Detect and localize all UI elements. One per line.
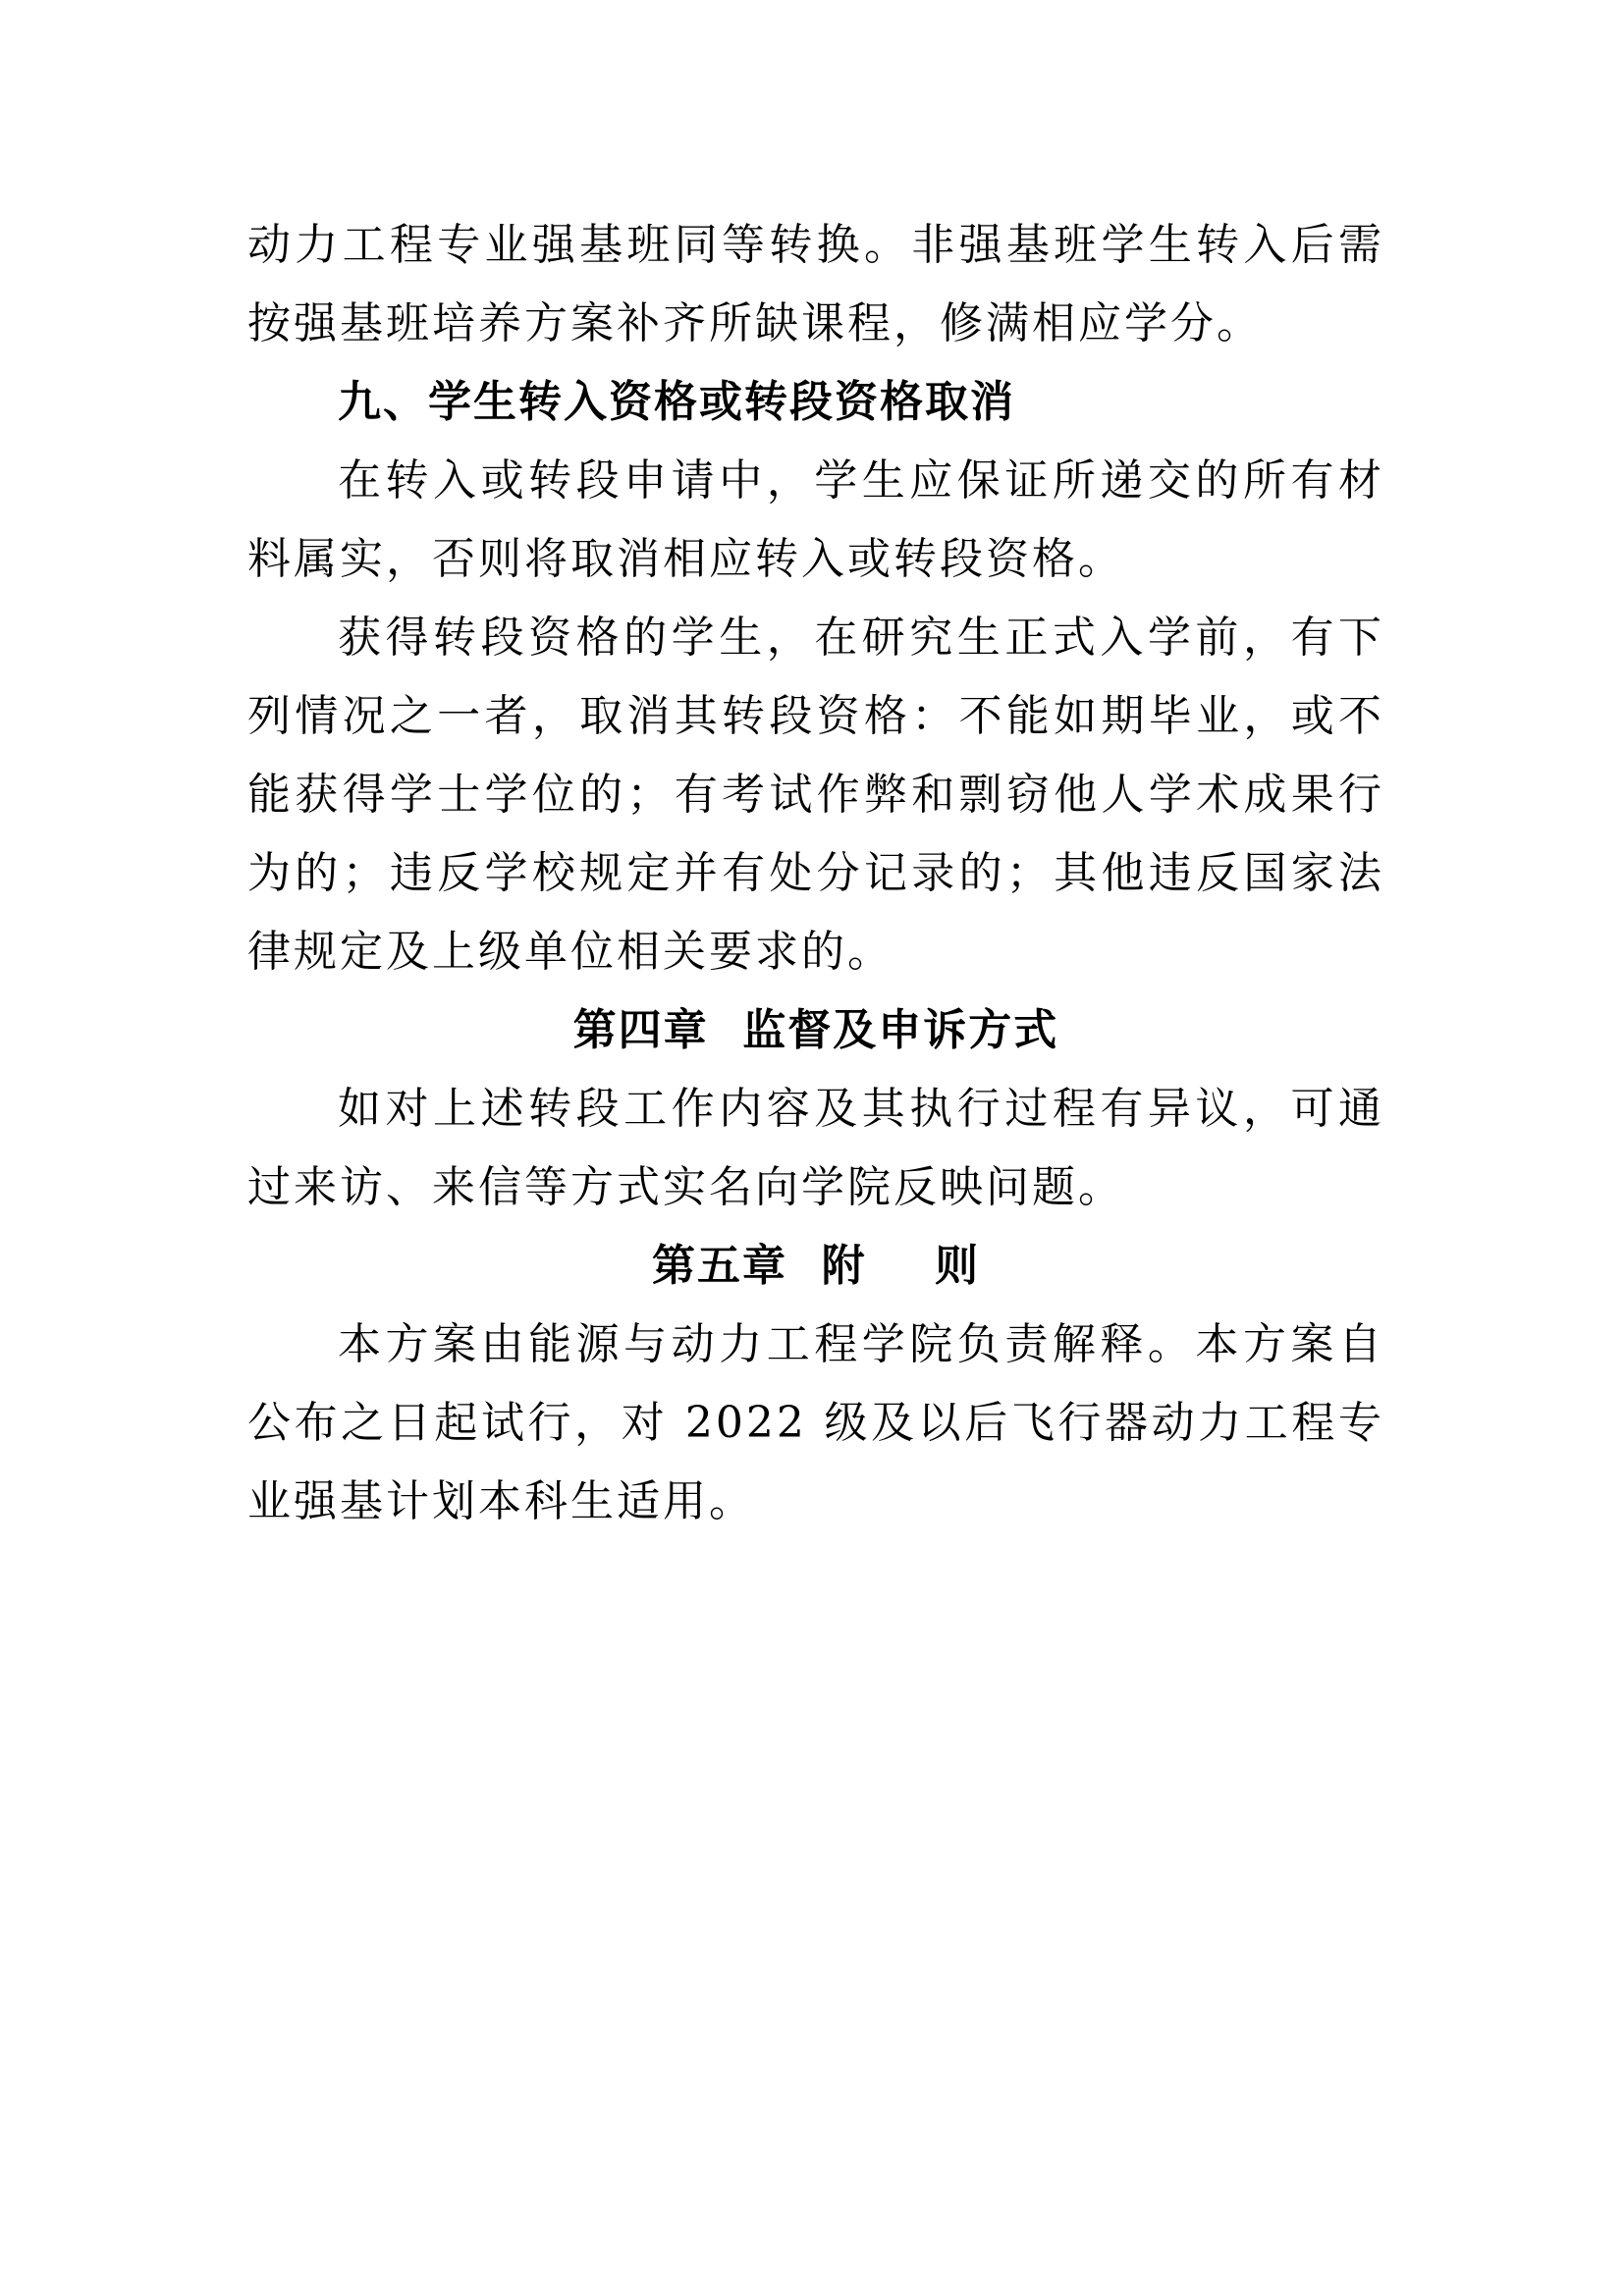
chapter-heading-4: [247, 991, 1384, 1070]
chapter-heading-5: [247, 1227, 1384, 1306]
paragraph-material-truthfulness: 在转入或转段申请中，学生应保证所递交的所有材料属实，否则将取消相应转入或转段资格。: [247, 455, 1384, 584]
paragraph-interpretation: 本方案由能源与动力工程学院负责解释。本方案自公布之日起试行，对 2022 级及以后飞行器动力工程专业强基计划本科生适用。: [247, 1319, 1384, 1526]
paragraph-appeal: 如对上述转段工作内容及其执行过程有异议，可通过来访、来信等方式实名向学院反映问题。: [247, 1084, 1384, 1212]
chapter-heading-5-text: 第五章 附 则: [652, 1241, 980, 1291]
section-heading-9: 九、学生转入资格或转段资格取消: [338, 377, 1015, 427]
paragraph-disqualification-conditions: 获得转段资格的学生，在研究生正式入学前，有下列情况之一者，取消其转段资格：不能如期毕业，或不能获得学士学位的；有考试作弊和剽窃他人学术成果行为的；违反学校规定并有处分记录的；其他违反国家法律规定及上级单位相关要求的。: [247, 613, 1384, 977]
document-page: [247, 206, 1384, 1541]
paragraph-continuation: 动力工程专业强基班同等转换。非强基班学生转入后需按强基班培养方案补齐所缺课程，修满相应学分。: [247, 220, 1384, 348]
chapter-heading-4-text: 第四章 监督及申诉方式: [572, 1005, 1059, 1055]
